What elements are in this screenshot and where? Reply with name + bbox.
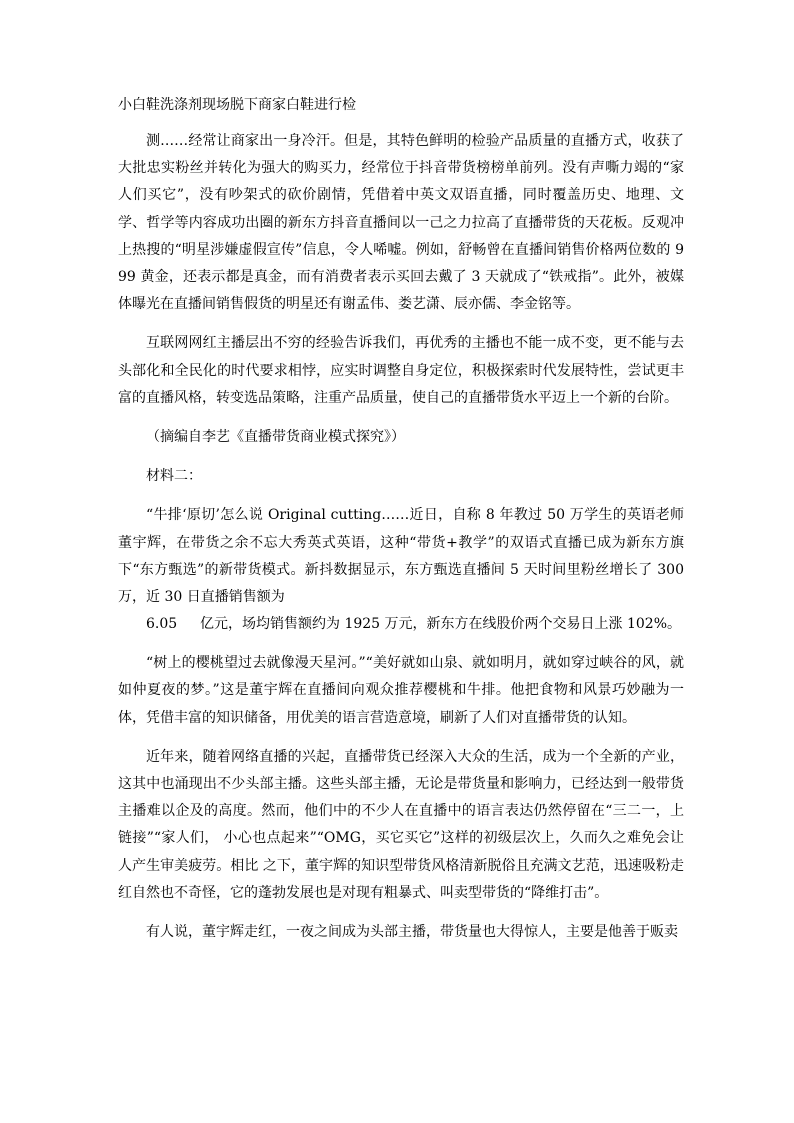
paragraph-2: 测……经常让商家出一身冷汗。但是，其特色鲜明的检验产品质量的直播方式，收获了大批忠实粉丝并转化为强大的购买力，经常位于抖音带货榜榜单前列。没有声嘶力竭的“家人们买它”，没有吵架式的砍价剧情，凭借着中英文双语直播，同时覆盖历史、地理、文学、哲学等内容成功出圈的新东方抖音直播间以一己之力拉高了直播带货的天花板。反观冲上热搜的“明星涉嫌虚假宣传”信息，令人唏嘘。例如，舒畅曾在直播间销售价格两位数的 999 黄金，还表示都是真金，而有消费者表示买回去戴了 3 天就成了“铁戒指”。此外，被媒体曝光在直播间销售假货的明星还有谢孟伟、娄艺潇、辰亦儒、李金铭等。 bbox=[118, 133, 684, 313]
paragraph-6: “树上的樱桃望过去就像漫天星河。”“美好就如山泉、就如明月，就如穿过峡谷的风，就如仲夏夜的梦。”这是董宇辉在直播间向观众推荐樱桃和牛排。他把食物和风景巧妙融为一体，凭借丰富的知识储备，用优美的语言营造意境，刷新了人们对直播带货的认知。 bbox=[118, 655, 684, 726]
paragraph-5 bbox=[118, 611, 684, 638]
section-heading: 材料二： bbox=[146, 468, 202, 485]
paragraph-7: 近年来，随着网络直播的兴起，直播带货已经深入大众的生活，成为一个全新的产业，这其中也涌现出不少头部主播。这些头部主播，无论是带货量和影响力，已经达到一般带货主播难以企及的高度。然而，他们中的不少人在直播中的语言表达仍然停留在“三二一，上链接”“家人们， 小心也点起来”“OMG，买它买它”这样的初级层次上，久而久之难免会让人产生审美疲劳。相比 之下，董宇辉的知识型带货风格清新脱俗且充满文艺范，迅速吸粉走红自然也不奇怪，它的蓬勃发展也是对现有粗暴式、叫卖型带货的“降维打击”。 bbox=[118, 748, 684, 901]
sales-figure: 6.05 bbox=[146, 616, 178, 633]
source-citation: （摘编自李艺《直播带货商业模式探究》） bbox=[146, 429, 405, 446]
paragraph-8: 有人说，董宇辉走红，一夜之间成为头部主播，带货量也大得惊人，主要是他善于贩卖 bbox=[146, 924, 678, 941]
paragraph-1: 小白鞋洗涤剂现场脱下商家白鞋进行检 bbox=[118, 97, 356, 113]
document-page bbox=[118, 92, 684, 946]
paragraph-4: “牛排‘原切’怎么说 Original cutting……近日，自称 8 年教过 50 万学生的英语老师董宇辉，在带货之余不忘大秀英式英语，这种“带货+教学”的双语式直播已成为新东方旗下“东方甄选”的新带货模式。新抖数据显示，东方甄选直播间 5 天时间里粉丝增长了 300 万，近 30 日直播销售额为 bbox=[118, 507, 684, 606]
paragraph-5-text: 亿元，场均销售额约为 1925 万元，新东方在线股价两个交易日上涨 102%。 bbox=[200, 616, 682, 633]
paragraph-3: 互联网网红主播层出不穷的经验告诉我们，再优秀的主播也不能一成不变，更不能与去头部化和全民化的时代要求相悖，应实时调整自身定位，积极探索时代发展特性，尝试更丰富的直播风格，转变选品策略，注重产品质量，使自己的直播带货水平迈上一个新的台阶。 bbox=[118, 335, 684, 406]
